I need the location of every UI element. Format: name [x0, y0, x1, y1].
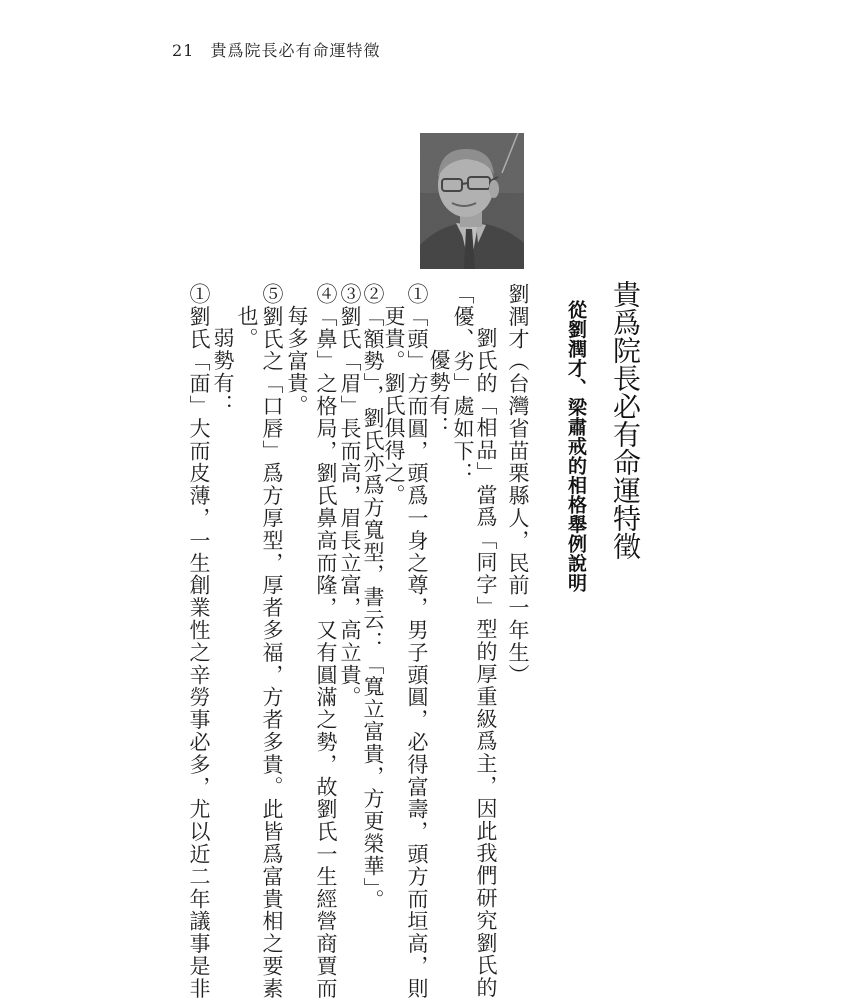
body-line-1: 劉潤才（台灣省苗栗縣人，民前一年生） [506, 283, 530, 687]
body-line-10: 每多富貴。 [285, 305, 309, 417]
running-header [172, 38, 380, 61]
body-line-3: 「優、劣」處如下： [451, 283, 475, 485]
article-subtitle: 從劉潤才、梁肅戒的相格舉例說明 [565, 300, 587, 593]
portrait-image [420, 133, 524, 269]
body-line-13: 弱勢有： [211, 327, 235, 417]
body-line-2: 劉氏的「相品」當爲「同字」型的厚重級爲主，因此我們研究劉氏的 [474, 327, 498, 999]
body-line-4: 優勢有： [427, 349, 451, 439]
body-line-7: ②「額勢」，劉氏亦爲方寬型，書云：「寬立富貴，方更榮華」。 [361, 283, 385, 912]
article-title: 貴爲院長必有命運特徵 [609, 280, 642, 560]
body-line-5: ①「頭」方而圓，頭爲一身之尊，男子頭圓，必得富壽，頭方而垣高，則 [405, 283, 429, 1000]
body-line-14: ①劉氏「面」大而皮薄，一生創業性之辛勞事必多，尤以近二年議事是非 [187, 283, 211, 1000]
portrait-photo [420, 133, 524, 269]
page-number: 21 [172, 41, 195, 60]
body-line-12: 也。 [235, 305, 259, 350]
body-line-6: 更貴。劉氏俱得之。 [382, 305, 406, 507]
body-line-9: ④「鼻」之格局，劉氏鼻高而隆，又有圓滿之勢，故劉氏一生經營商賈而 [314, 283, 338, 1000]
body-line-8: ③劉氏「眉」長而高，眉長立富，高立貴。 [338, 283, 362, 709]
running-title: 貴爲院長必有命運特徵 [210, 41, 381, 60]
body-line-11: ⑤劉氏之「口唇」爲方厚型，厚者多福，方者多貴。此皆爲富貴相之要素 [260, 283, 284, 1000]
